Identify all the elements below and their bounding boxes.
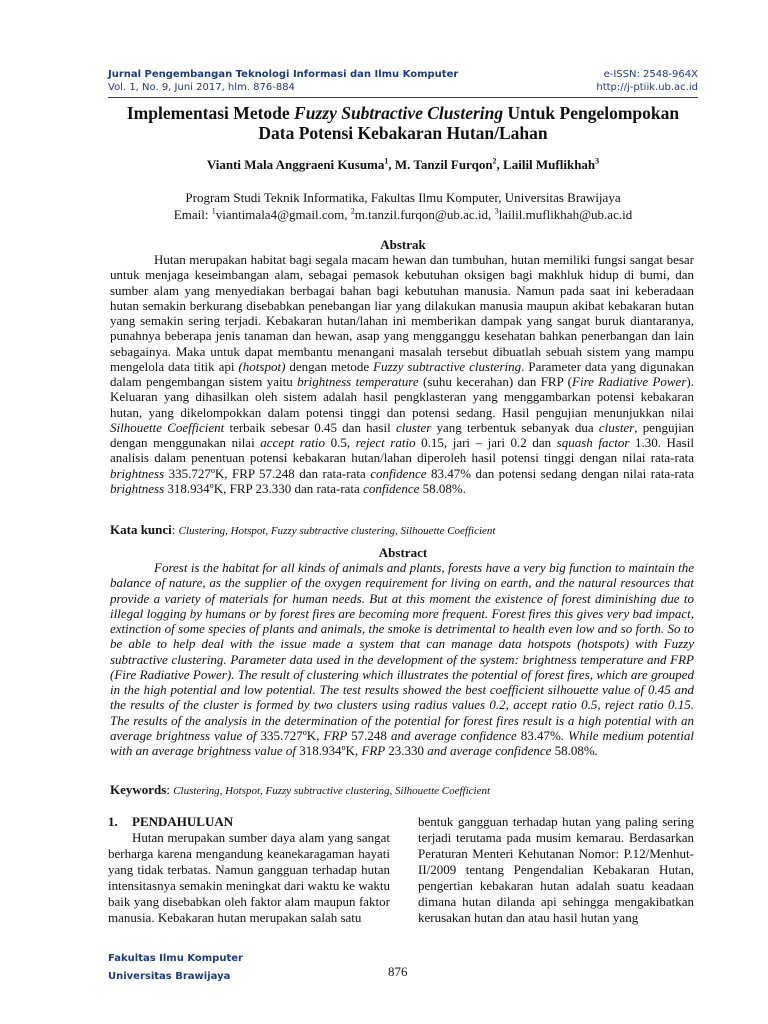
header-rule xyxy=(108,97,698,98)
section-heading: 1. PENDAHULUAN xyxy=(108,814,234,829)
abstrak-heading: Abstrak xyxy=(380,237,426,252)
affiliation: Program Studi Teknik Informatika, Fakultas Ilmu Komputer, Universitas Brawijaya xyxy=(185,190,621,205)
body-column-left xyxy=(108,814,390,926)
footer-university: Universitas Brawijaya xyxy=(108,971,231,982)
footer-faculty: Fakultas Ilmu Komputer xyxy=(108,953,243,964)
journal-url[interactable]: http://j-ptiik.ub.ac.id xyxy=(596,82,698,93)
body-column-right xyxy=(418,814,694,926)
running-header xyxy=(108,68,698,94)
intro-paragraph-continued: bentuk gangguan terhadap hutan yang paling sering terjadi terutama pada musim kemarau. Berdasarkan Peraturan Menteri Kehutanan Nomor: P.12/Menhut-II/2009 tentang Pengendalian Kebakaran Hutan, pengertian kebakaran hutan adalah suatu keadaan dimana hutan dilanda api sehingga mengakibatkan kerusakan hutan dan atau hasil hutan yang xyxy=(418,814,694,925)
author-list: Vianti Mala Anggraeni Kusuma$^1$, M. Tanzil Furqon$^2$, Lailil Muflikhah$^3$ xyxy=(206,156,600,172)
affiliation-block xyxy=(80,189,726,223)
abstract-text: Forest is the habitat for all kinds of animals and plants, forests have a very big function to maintain the balance of nature, as the supplier of the oxygen requirement for living on earth, and the natural resources that provide a variety of materials for human needs. But at this moment the existence of forest diminishing due to illegal logging by humans or by forest fires are becoming more frequent. Forest fires this gives very bad impact, extinction of some species of plants and animals, the smoke is detrimental to health even low and so forth. So to be able to help deal with the issue made a system that can manage data hotspots (hotspots) with Fuzzy subtractive clustering. Parameter data used in the development of the system: brightness temperature and FRP (Fire Radiative Power). The result of clustering which illustrates the potential of forest fires, which are grouped in the high potential and low potential. The test results showed the best coefficient silhouette value of 0.45 and the results of the cluster is formed by two clusters using radius values 0.2, accept ratio 0.5, reject ratio 0.15. The results of the analysis in the determination of the potential for forest fires result is a high potential with an average brightness value of 335.727ºK, FRP 57.248 and average confidence 83.47%. While medium potential with an average brightness value of 318.934ºK, FRP 23.330 and average confidence 58.08%. xyxy=(110,560,694,758)
email-line: Email: $^1$viantimala4@gmail.com, $^2$m.tanzil.furqon@ub.ac.id, $^3$lailil.muflikhah@ub.ac.id xyxy=(173,206,633,222)
kata-kunci: Kata kunci: Clustering, Hotspot, Fuzzy subtractive clustering, Silhouette Coefficient xyxy=(110,522,496,537)
volume-info: Vol. 1, No. 9, Juni 2017, hlm. 876-884 xyxy=(108,82,295,93)
journal-name: Jurnal Pengembangan Teknologi Informasi dan Ilmu Komputer xyxy=(108,69,459,80)
keywords: Keywords: Clustering, Hotspot, Fuzzy subtractive clustering, Silhouette Coefficient xyxy=(110,782,491,797)
abstract-heading: Abstract xyxy=(378,545,428,560)
paper-title: Implementasi Metode Fuzzy Subtractive Clustering Untuk Pengelompokan Data Potensi Kebakaran Hutan/Lahan xyxy=(126,103,680,143)
page-number: 876 xyxy=(388,964,408,979)
issn: e-ISSN: 2548-964X xyxy=(603,69,698,80)
intro-paragraph: Hutan merupakan sumber daya alam yang sangat berharga karena mengandung keanekaragaman hayati yang tidak terbatas. Namun gangguan terhadap hutan intensitasnya semakin meningkat dari waktu ke waktu baik yang disebabkan oleh faktor alam maupun faktor manusia. Kebakaran hutan merupakan salah satu xyxy=(108,830,390,925)
abstrak-text: Hutan merupakan habitat bagi segala macam hewan dan tumbuhan, hutan memiliki fungsi sangat besar untuk menjaga keseimbangan alam, sebagai pemasok kebutuhan oksigen bagi makhluk hidup di bumi, dan sumber alam yang menyediakan berbagai bahan bagi kebutuhan manusia. Namun pada saat ini keberadaan hutan semakin berkurang disebabkan penebangan liar yang dilakukan manusia maupun akibat kebakaran hutan yang semakin sering terjadi. Kebakaran hutan/lahan ini memberikan dampak yang sangat buruk diantaranya, punahnya beberapa jenis tanaman dan hewan, asap yang mengganggu kesehatan bahkan penerbangan dan lain sebagainya. Maka untuk dapat membantu menangani masalah tersebut dibuatlah sebuah sistem yang mampu mengelola data titik api (hotspot) dengan metode Fuzzy subtractive clustering. Parameter data yang digunakan dalam pengembangan sistem yaitu brightness temperature (suhu kecerahan) dan FRP (Fire Radiative Power). Keluaran yang dihasilkan oleh sistem adalah hasil pengklasteran yang menggambarkan potensi kebakaran hutan, yang dikelompokkan dalam potensi tinggi dan potensi sedang. Hasil pengujian menunjukkan nilai Silhouette Coefficient terbaik sebesar 0.45 dan hasil cluster yang terbentuk sebanyak dua cluster, pengujian dengan menggunakan nilai accept ratio 0.5, reject ratio 0.15, jari – jari 0.2 dan squash factor 1.30. Hasil analisis dalam penentuan potensi kebakaran hutan/lahan diperoleh hasil potensi tinggi dengan nilai rata-rata brightness 335.727ºK, FRP 57.248 dan rata-rata confidence 83.47% dan potensi sedang dengan nilai rata-rata brightness 318.934ºK, FRP 23.330 dan rata-rata confidence 58.08%. xyxy=(110,252,695,496)
page-footer xyxy=(108,950,243,986)
